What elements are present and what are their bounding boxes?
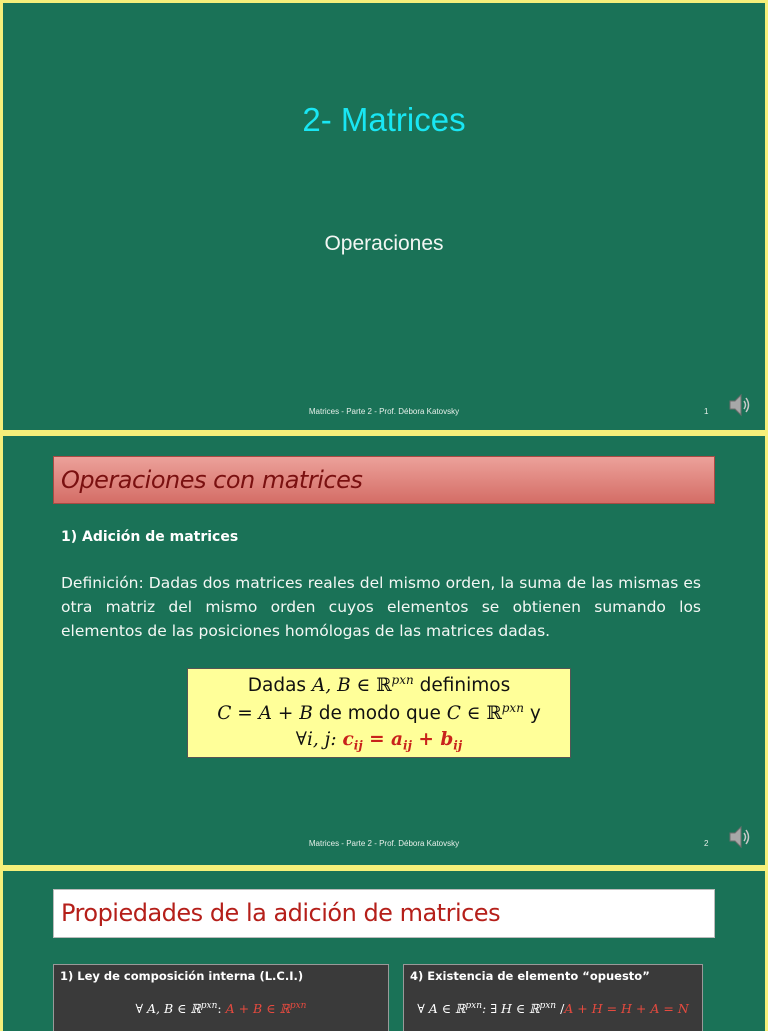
math-sup: pxn — [391, 673, 414, 687]
slide-footer: Matrices - Parte 2 - Prof. Débora Katovsky — [308, 839, 460, 848]
page-number: 2 — [704, 839, 709, 848]
math-sub: ij — [453, 738, 463, 753]
math: ∈ ℝ — [350, 675, 392, 697]
slide-2 — [3, 436, 765, 865]
property-title: 1) Ley de composición interna (L.C.I.) — [60, 969, 304, 983]
math-red: A + B ∈ ℝ — [225, 1001, 290, 1017]
formula-line-2 — [188, 701, 570, 724]
property-formula — [404, 1001, 702, 1016]
slide-header — [53, 889, 715, 938]
property-box-1 — [53, 964, 389, 1031]
math: / — [556, 1001, 565, 1017]
math-red: A + H = H + A = N — [564, 1001, 689, 1017]
math-sub: ij — [403, 738, 412, 753]
speaker-icon[interactable] — [727, 824, 753, 850]
slide-1 — [3, 3, 765, 430]
slide-header — [53, 456, 715, 504]
formula-line-3 — [188, 729, 570, 753]
slide-footer: Matrices - Parte 2 - Prof. Débora Katovsky — [308, 407, 460, 416]
math-red: c — [342, 729, 354, 750]
page-number: 1 — [704, 407, 709, 416]
math: ∀i, j: — [295, 729, 343, 750]
slide-title: 2- Matrices — [302, 101, 466, 138]
text: definimos — [413, 675, 511, 697]
formula-line-1 — [188, 673, 570, 696]
math: ∈ ℝ — [460, 703, 502, 725]
text: y — [523, 703, 541, 725]
text: Dadas — [247, 675, 312, 697]
property-box-4 — [403, 964, 703, 1031]
math-sup: pxn — [539, 1001, 557, 1011]
math-sup: pxn — [289, 1001, 307, 1011]
speaker-icon[interactable] — [727, 392, 753, 418]
math-sup: pxn — [501, 701, 524, 715]
math-sub: ij — [353, 738, 363, 753]
math-sup: pxn — [465, 1001, 483, 1011]
math: C — [446, 703, 461, 725]
property-title: 4) Existencia de elemento “opuesto” — [410, 969, 650, 983]
math: : ∃ H ∈ ℝ — [482, 1001, 540, 1017]
slide-header-text: Operaciones con matrices — [61, 466, 363, 494]
math-red: + b — [411, 729, 454, 750]
math: : — [217, 1001, 226, 1017]
math: ∀ A, B ∈ ℝ — [135, 1001, 201, 1017]
slide-3 — [3, 871, 765, 1031]
property-formula — [54, 1001, 388, 1016]
math: C = A + B — [217, 703, 313, 725]
section-title: 1) Adición de matrices — [61, 529, 239, 545]
math: ∀ A ∈ ℝ — [417, 1001, 466, 1017]
slide-header-text: Propiedades de la adición de matrices — [61, 899, 501, 927]
math: A, B — [311, 675, 351, 697]
math-red: = a — [362, 729, 404, 750]
text: de modo que — [312, 703, 447, 725]
math-sup: pxn — [200, 1001, 218, 1011]
formula-box — [187, 668, 571, 758]
definition-text: Definición: Dadas dos matrices reales del mismo orden, la suma de las mismas es otra matriz del mismo orden cuyos elementos se obtienen sumando los elementos de las posiciones homólogas de las matrices dadas. — [61, 574, 701, 640]
slide-subtitle: Operaciones — [324, 232, 444, 255]
